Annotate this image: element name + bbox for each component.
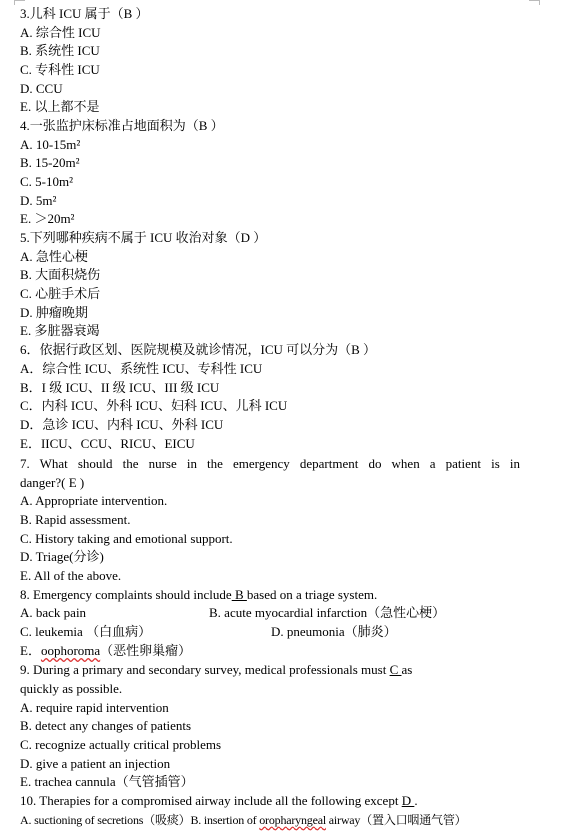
option-8c: C. leukemia （白血病） xyxy=(20,624,152,639)
option-4e: E. ＞20m² xyxy=(20,211,75,226)
question-9-text: 9. During a primary and secondary survey, medical professionals must xyxy=(20,662,390,677)
answer-blank-8: B xyxy=(231,587,247,602)
option-5e: E. 多脏器衰竭 xyxy=(20,323,100,338)
option-8e-prefix: E． xyxy=(20,643,41,658)
option-7e: E. All of the above. xyxy=(20,568,122,583)
option-8e-suffix: （恶性卵巢瘤） xyxy=(100,643,192,658)
option-8d: D. pneumonia（肺炎） xyxy=(271,624,397,639)
option-6c: C．内科 ICU、外科 ICU、妇科 ICU、儿科 ICU xyxy=(20,398,288,413)
option-9a: A. require rapid intervention xyxy=(20,700,169,715)
question-9-line-1 xyxy=(20,661,520,679)
option-8b: B. acute myocardial infarction（急性心梗） xyxy=(209,605,446,620)
option-3b: B. 系统性 ICU xyxy=(20,43,100,58)
option-6e: E．IICU、CCU、RICU、EICU xyxy=(20,436,195,451)
question-7-line-2: danger?( E ) xyxy=(20,475,85,490)
question-8-text-end: based on a triage system. xyxy=(246,587,378,602)
option-7d: D. Triage(分诊) xyxy=(20,549,104,564)
question-8 xyxy=(20,586,377,604)
option-3c: C. 专科性 ICU xyxy=(20,62,100,77)
option-5c: C. 心脏手术后 xyxy=(20,286,101,301)
option-4d: D. 5m² xyxy=(20,193,57,208)
option-7b: B. Rapid assessment. xyxy=(20,512,131,527)
option-10ab xyxy=(20,811,466,829)
option-9e: E. trachea cannula（气管插管） xyxy=(20,774,194,789)
option-4b: B. 15-20m² xyxy=(20,155,80,170)
question-10-text-end: . xyxy=(414,793,418,808)
option-9c: C. recognize actually critical problems xyxy=(20,737,222,752)
option-8e-spellchecked-word: oophoroma xyxy=(40,643,101,658)
question-9-line-2: quickly as possible. xyxy=(20,681,123,696)
question-4: 4.一张监护床标准占地面积为（B ） xyxy=(20,118,224,133)
option-3d: D. CCU xyxy=(20,81,63,96)
option-9d: D. give a patient an injection xyxy=(20,756,171,771)
option-3a: A. 综合性 ICU xyxy=(20,25,101,40)
option-3e: E. 以上都不是 xyxy=(20,99,100,114)
option-9b: B. detect any changes of patients xyxy=(20,718,192,733)
question-3: 3.儿科 ICU 属于（B ） xyxy=(20,6,149,21)
question-9-text-end: as xyxy=(401,662,413,677)
option-5a: A. 急性心梗 xyxy=(20,249,88,264)
question-8-text: 8. Emergency complaints should include xyxy=(20,587,232,602)
option-6d: D．急诊 ICU、内科 ICU、外科 ICU xyxy=(20,417,224,432)
option-5d: D. 肿瘤晚期 xyxy=(20,305,88,320)
option-7c: C. History taking and emotional support. xyxy=(20,531,233,546)
option-7a: A. Appropriate intervention. xyxy=(20,493,168,508)
option-6a: A．综合性 ICU、系统性 ICU、专科性 ICU xyxy=(20,361,263,376)
option-6b: B．I 级 ICU、II 级 ICU、III 级 ICU xyxy=(20,380,220,395)
answer-blank-9: C xyxy=(389,662,402,677)
option-10ab-text: A. suctioning of secretions（吸痰）B. insertion of xyxy=(20,813,260,827)
option-8a: A. back pain xyxy=(20,605,87,620)
question-7-line-1: 7. What should the nurse in the emergency department do when a patient is in xyxy=(20,456,520,471)
question-5: 5.下列哪种疾病不属于 ICU 收治对象（D ） xyxy=(20,230,267,245)
option-4a: A. 10-15m² xyxy=(20,137,81,152)
option-4c: C. 5-10m² xyxy=(20,174,74,189)
question-6: 6．依据行政区划、医院规模及就诊情况，ICU 可以分为（B ） xyxy=(20,342,377,357)
answer-blank-10: D xyxy=(401,793,415,808)
question-10-text: 10. Therapies for a compromised airway include all the following except xyxy=(20,793,402,808)
question-10 xyxy=(20,792,418,810)
corner-mark-right xyxy=(529,0,540,5)
option-10b-spellchecked-word: oropharyngeal xyxy=(259,813,326,827)
option-5b: B. 大面积烧伤 xyxy=(20,267,101,282)
option-8e xyxy=(20,642,191,660)
option-10ab-text-end: airway（置入口咽通气管） xyxy=(325,813,467,827)
